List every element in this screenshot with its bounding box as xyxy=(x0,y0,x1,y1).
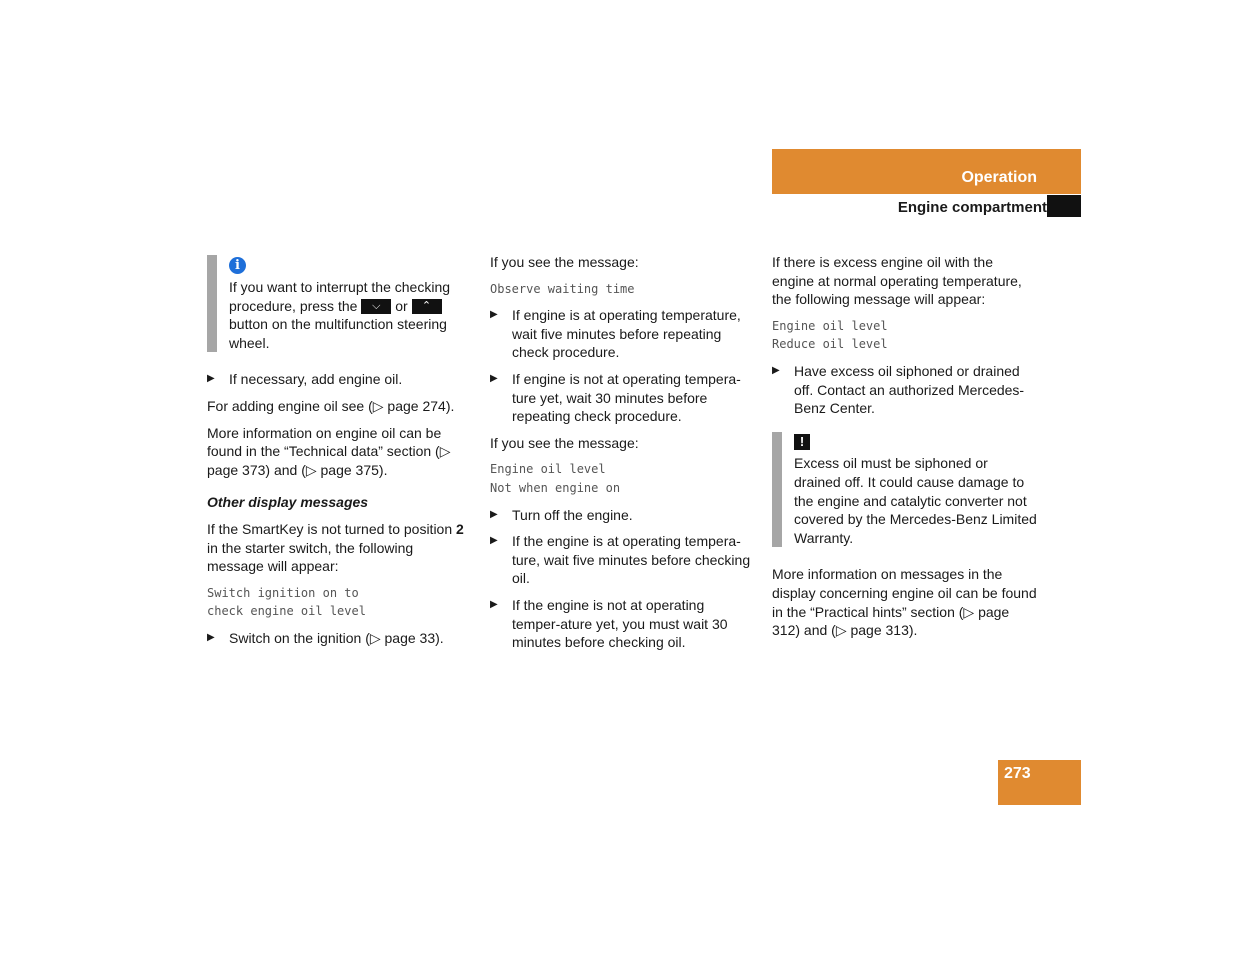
list-item: ▶ Have excess oil siphoned or drained off. Contact an authorized Mercedes-Benz Center. xyxy=(772,362,1025,417)
arrow-icon: ▶ xyxy=(772,364,780,376)
paragraph: More information on engine oil can be found in the “Technical data” section (▷ page 373) and (▷ page 375). xyxy=(207,424,451,478)
subsection-title: Engine compartment xyxy=(897,199,1047,216)
warning-note xyxy=(772,432,1037,548)
note-bar xyxy=(207,255,217,352)
paragraph: If you see the message: xyxy=(490,434,639,451)
warning-text: Excess oil must be siphoned or drained off. It could cause damage to the engine and catalytic converter not covered by the Mercedes-Benz Limited Warranty. xyxy=(794,455,1037,546)
page-number: 273 xyxy=(1004,765,1031,782)
column-1 xyxy=(207,255,472,656)
column-2 xyxy=(490,253,755,660)
list-item: ▶ If engine is at operating temperature, wait five minutes before repeating check procedure. xyxy=(490,307,741,361)
chevron-down-button-icon: ⌵ xyxy=(361,299,391,314)
page-number-box xyxy=(998,760,1081,805)
display-message: Engine oil level Not when engine on xyxy=(490,462,621,495)
display-message: Switch ignition on to check engine oil level xyxy=(207,585,366,619)
arrow-icon: ▶ xyxy=(207,373,215,385)
list-item: ▶ If engine is not at operating tempera-ture yet, wait 30 minutes before repeating check procedure. xyxy=(490,370,741,425)
display-message: Observe waiting time xyxy=(490,281,635,296)
arrow-icon: ▶ xyxy=(490,309,498,321)
info-icon: i xyxy=(229,257,246,274)
note-bar xyxy=(772,432,782,548)
info-note xyxy=(207,255,472,352)
paragraph: If you see the message: xyxy=(490,254,639,270)
subsection-marker xyxy=(1047,195,1081,217)
paragraph: If the SmartKey is not turned to position 2 in the starter switch, the following message will appear: xyxy=(207,520,464,575)
arrow-icon: ▶ xyxy=(490,372,498,384)
arrow-icon: ▶ xyxy=(207,631,215,643)
list-item: ▶ If the engine is not at operating temper-ature yet, you must wait 30 minutes before checking oil. xyxy=(490,596,728,651)
paragraph: More information on messages in the display concerning engine oil can be found in the “Practical hints” section (▷ page 312) and (▷ page 313). xyxy=(772,566,1037,639)
info-text: If you want to interrupt the checking procedure, press the ⌵ or ⌃ button on the multifunction steering wheel. xyxy=(229,279,451,351)
section-header-bar xyxy=(772,149,1081,194)
section-heading: Other display messages xyxy=(207,494,369,511)
arrow-icon: ▶ xyxy=(490,508,498,520)
list-item: ▶ Switch on the ignition (▷ page 33). xyxy=(207,629,444,646)
display-message: Engine oil level Reduce oil level xyxy=(772,318,888,352)
section-title: Operation xyxy=(961,169,1037,186)
list-item: ▶ If necessary, add engine oil. xyxy=(207,371,403,388)
warning-icon: ! xyxy=(794,434,810,450)
paragraph: If there is excess engine oil with the engine at normal operating temperature, the following message will appear: xyxy=(772,254,1022,308)
list-item: ▶ Turn off the engine. xyxy=(490,506,633,523)
chevron-up-button-icon: ⌃ xyxy=(412,299,442,314)
paragraph: For adding engine oil see (▷ page 274). xyxy=(207,397,455,414)
arrow-icon: ▶ xyxy=(490,598,498,610)
column-3 xyxy=(772,253,1037,648)
arrow-icon: ▶ xyxy=(490,535,498,547)
list-item: ▶ If the engine is at operating tempera-ture, wait five minutes before checking oil. xyxy=(490,533,751,587)
